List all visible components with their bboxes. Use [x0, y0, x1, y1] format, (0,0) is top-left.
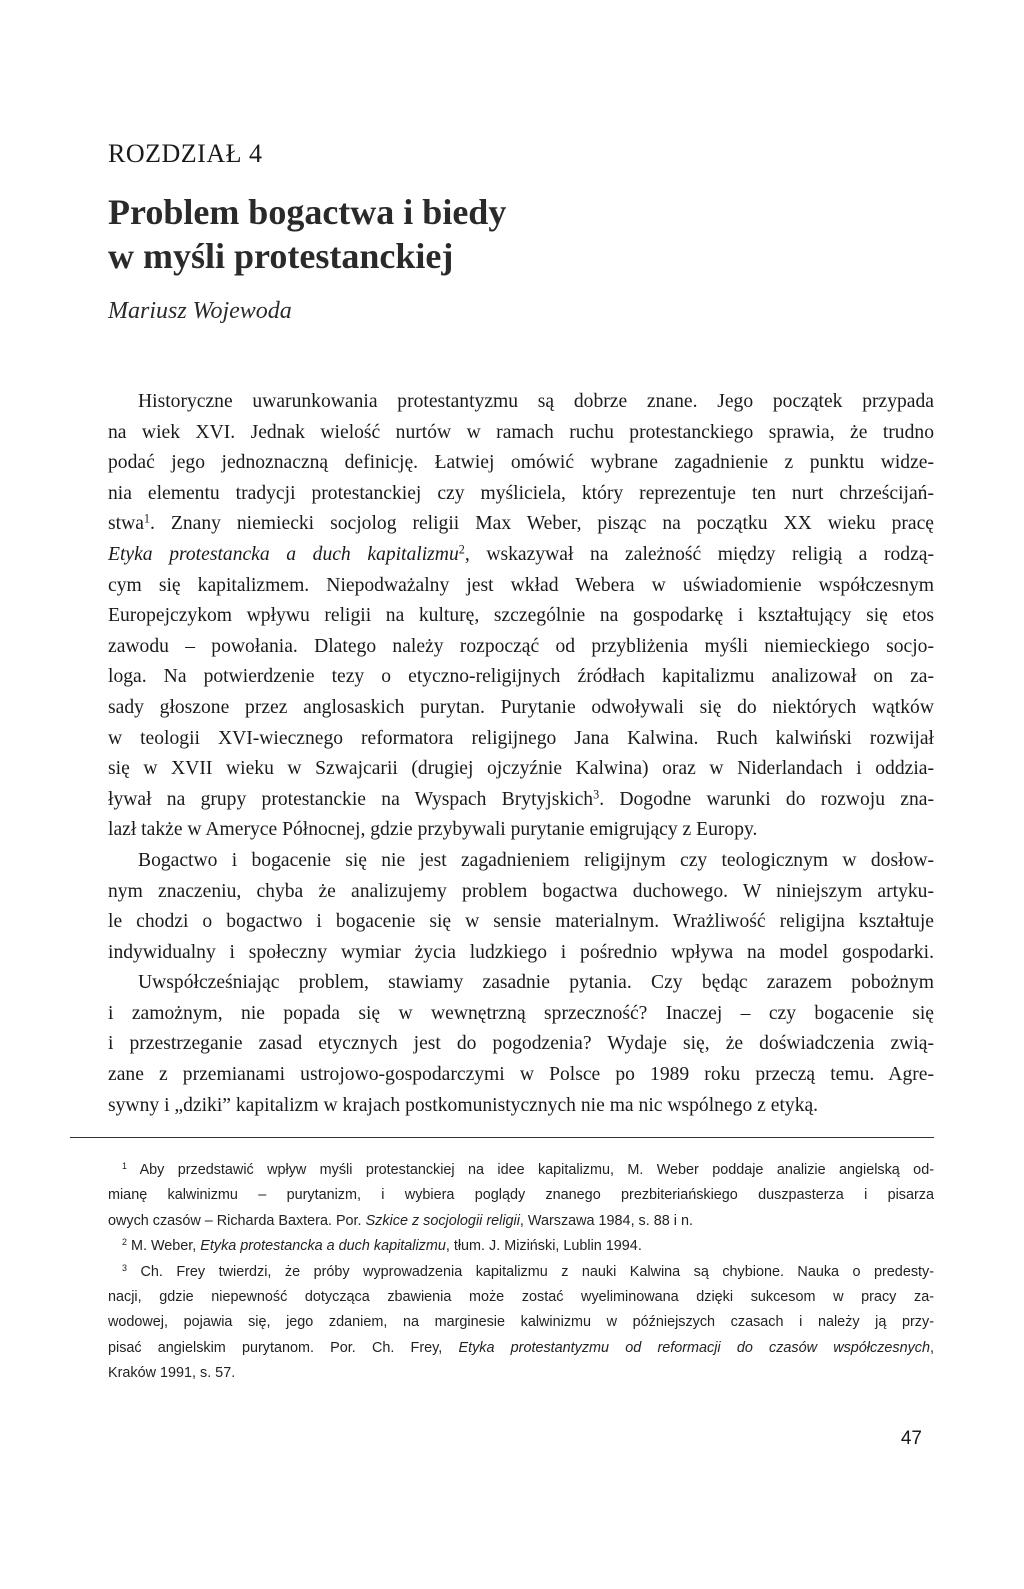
footnote-text: Ch. Frey twierdzi, że próby wyprowadzenia kapitalizmu z nauki Kalwina są chybione. Nauka o predesty- [140, 1263, 934, 1280]
chapter-title [108, 190, 506, 278]
body-line: Historyczne uwarunkowania protestantyzmu są dobrze znane. Jego początek przypada [138, 391, 934, 412]
footnotes [108, 1158, 934, 1387]
body-text-run: . Znany niemiecki socjolog religii Max Weber, pisząc na początku XX wieku pracę [150, 513, 934, 535]
footnote-2 [108, 1234, 934, 1259]
footnote-italic-title: Etyka protestantyzmu od reformacji do czasów współczesnych [458, 1339, 930, 1356]
book-title-italic: Etyka protestancka a duch kapitalizmu [108, 543, 459, 565]
footnote-text: , tłum. J. Miziński, Lublin 1994. [445, 1238, 642, 1255]
body-line: zane z przemianami ustrojowo-gospodarczymi w Polsce po 1989 roku przeczą temu. Agre- [108, 1064, 934, 1086]
body-line: podać jego jednoznaczną definicję. Łatwiej omówić wybrane zagadnienie z punktu widze- [108, 452, 934, 474]
body-line: nia elementu tradycji protestanckiej czy myśliciela, który reprezentuje ten nurt chrześcijań- [108, 482, 934, 504]
body-line: Uwspółcześniając problem, stawiamy zasadnie pytania. Czy będąc zarazem pobożnym [138, 972, 934, 994]
body-line: w teologii XVI-wiecznego reformatora religijnego Jana Kalwina. Ruch kalwiński rozwijał [108, 727, 934, 749]
body-line: się w XVII wieku w Szwajcarii (drugiej ojczyźnie Kalwina) oraz w Niderlandach i oddzia- [108, 758, 934, 780]
footnote-line [108, 1209, 934, 1234]
footnote-line: wodowej, pojawia się, jego zdaniem, na marginesie kalwinizmu w późniejszych czasach i należy ją przy- [108, 1314, 934, 1331]
body-line: na wiek XVI. Jednak wielość nurtów w ramach ruchu protestanckiego sprawia, że trudno [108, 421, 934, 443]
body-line: loga. Na potwierdzenie tezy o etyczno-religijnych źródłach kapitalizmu analizował on za- [108, 666, 934, 688]
page-number: 47 [900, 1428, 922, 1449]
footnote-line: nacji, gdzie niepewność dotycząca zbawienia może zostać wyeliminowana dzięki sukcesom w pracy za- [108, 1288, 934, 1305]
body-line: indywidualny i społeczny wymiar życia ludzkiego i pośrednio wpływa na model gospodarki. [108, 941, 934, 963]
body-text-run: stwa [108, 513, 144, 535]
footnote-ref-2[interactable]: 2 [458, 542, 465, 557]
footnote-ref-3[interactable]: 3 [593, 787, 600, 802]
body-text-run: , wskazywał na zależność między religią a rodzą- [464, 543, 934, 565]
body-line: Bogactwo i bogacenie się nie jest zagadnieniem religijnym czy teologicznym w dosłow- [138, 849, 934, 871]
body-line: sywny i „dziki” kapitalizm w krajach postkomunistycznych nie ma nic wspólnego z etyką. [108, 1094, 819, 1116]
chapter-title-line-1: Problem bogactwa i biedy [108, 192, 507, 232]
chapter-title-line-2: w myśli protestanckiej [108, 236, 454, 276]
body-line [108, 540, 934, 571]
footnote-text: , [930, 1339, 934, 1356]
body-line: sady głoszone przez anglosaskich purytan. Purytanie odwoływali się do niektórych wątków [108, 696, 934, 718]
body-line: Europejczykom wpływu religii na kulturę, szczególnie na gospodarkę i kształtujący się etos [108, 605, 934, 627]
footnote-number: 2 [122, 1237, 127, 1248]
body-text-run: . Dogodne warunki do rozwoju zna- [599, 788, 934, 810]
body-line: lazł także w Ameryce Północnej, gdzie przybywali purytanie emigrujący z Europy. [108, 819, 758, 841]
body-line [108, 785, 934, 816]
body-line: le chodzi o bogactwo i bogacenie się w sensie materialnym. Wrażliwość religijna kształtuje [108, 911, 934, 933]
body-line: i zamożnym, nie popada się w wewnętrzną sprzeczność? Inaczej – czy bogacenie się [108, 1002, 934, 1024]
footnote-text: owych czasów – Richarda Baxtera. Por. [108, 1212, 366, 1229]
chapter-label: ROZDZIAŁ 4 [108, 139, 263, 168]
footnote-text: , Warszawa 1984, s. 88 i n. [519, 1212, 693, 1229]
body-text [108, 387, 934, 1121]
footnote-line: mianę kalwinizmu – purytanizm, i wybiera poglądy znanego prezbiteriańskiego duszpasterza i pisarza [108, 1187, 934, 1204]
body-line: zawodu – powołania. Dlatego należy rozpocząć od przybliżenia myśli niemieckiego socjo- [108, 635, 934, 657]
footnote-separator [70, 1137, 934, 1138]
body-line: i przestrzeganie zasad etycznych jest do pogodzenia? Wydaje się, że doświadczenia zwią- [108, 1033, 934, 1055]
footnote-text: M. Weber, [130, 1238, 201, 1255]
footnote-3 [108, 1260, 934, 1285]
footnote-ref-1[interactable]: 1 [143, 511, 150, 526]
footnote-1 [108, 1158, 934, 1183]
footnote-italic-title: Etyka protestancka a duch kapitalizmu [200, 1238, 446, 1255]
footnote-italic-title: Szkice z socjologii religii [365, 1212, 520, 1229]
body-line: cym się kapitalizmem. Niepodważalny jest wkład Webera w uświadomienie współczesnym [108, 574, 934, 596]
footnote-number: 3 [122, 1262, 127, 1273]
body-text-run: ływał na grupy protestanckie na Wyspach Brytyjskich [108, 788, 594, 810]
footnote-text: pisać angielskim purytanom. Por. Ch. Frey, [108, 1339, 459, 1356]
footnote-number: 1 [122, 1161, 127, 1172]
body-line [108, 509, 934, 540]
footnote-line [108, 1336, 934, 1361]
footnote-text: Aby przedstawić wpływ myśli protestanckiej na idee kapitalizmu, M. Weber poddaje analizie angielską od- [139, 1162, 934, 1178]
body-line: nym znaczeniu, chyba że analizujemy problem bogactwa duchowego. W niniejszym artyku- [108, 880, 934, 902]
author-name: Mariusz Wojewoda [108, 298, 292, 324]
footnote-line: Kraków 1991, s. 57. [108, 1365, 236, 1382]
